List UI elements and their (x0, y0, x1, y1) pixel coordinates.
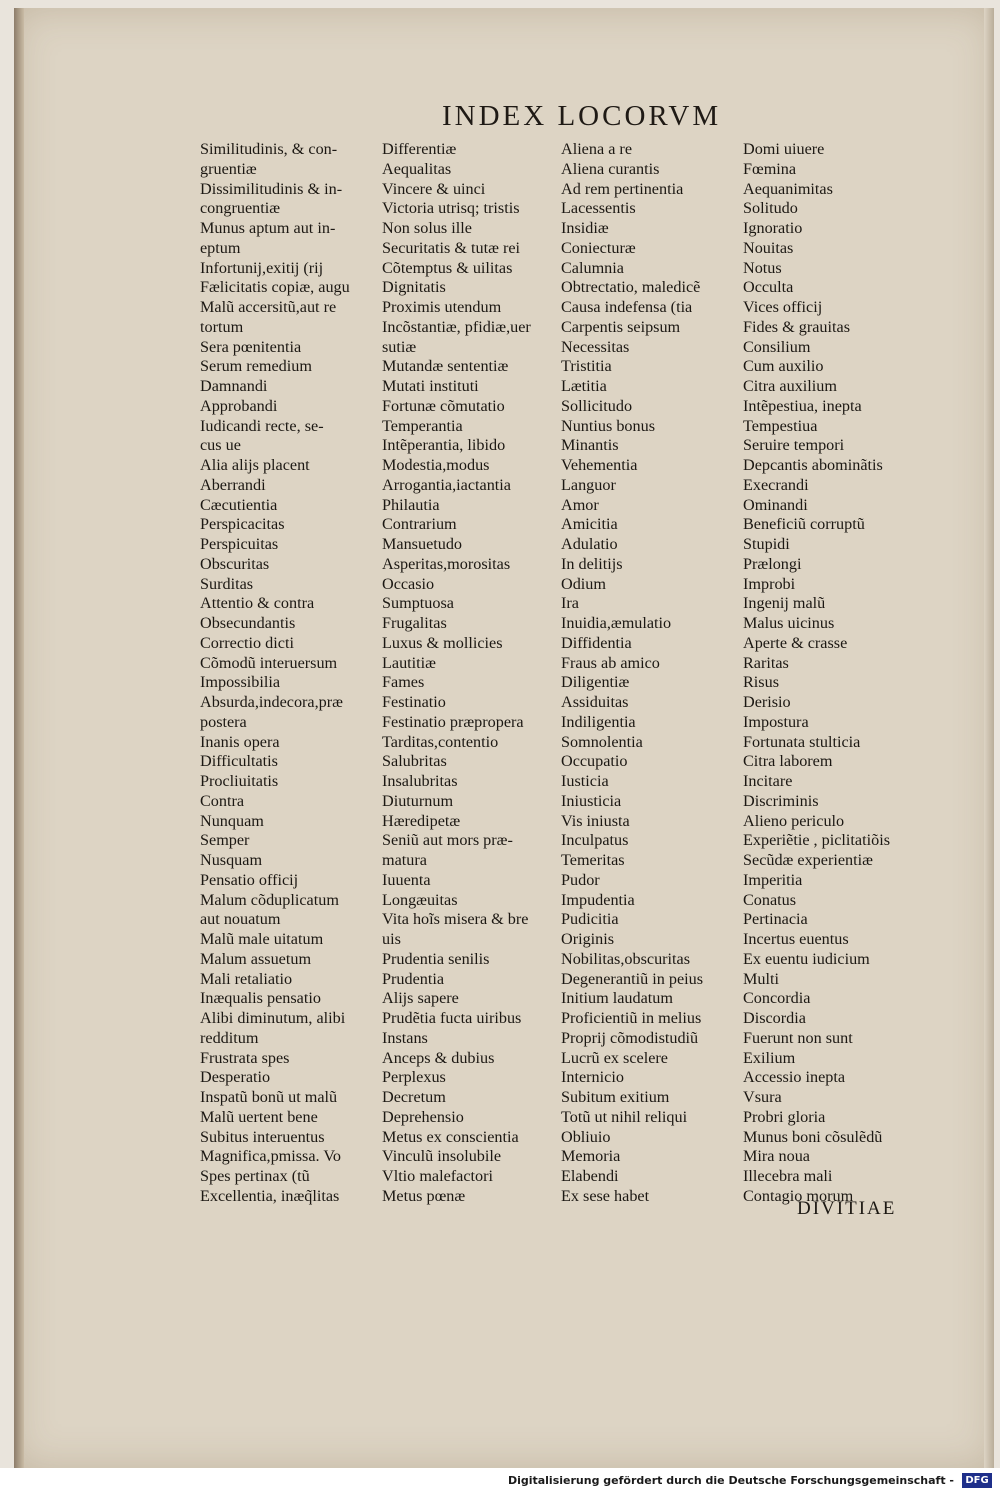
index-entry: tortum (200, 317, 244, 336)
index-entry: Nusquam (200, 851, 263, 869)
index-entry: Contrarium (382, 515, 457, 534)
index-entry: Amor (561, 495, 599, 514)
index-entry: Dissimilitudinis & in- (200, 179, 343, 198)
index-entry: Inanis opera (200, 732, 280, 751)
index-entry: Risus (743, 673, 779, 692)
index-entry: Prudentia senilis (382, 949, 490, 968)
index-entry: Impostura (743, 712, 809, 731)
index-entry: Longæuitas (382, 890, 458, 909)
index-entry: Cõmodũ interuersum (200, 653, 338, 672)
index-entry: Insalubritas (382, 772, 458, 790)
index-entry: Pertinacia (743, 910, 808, 929)
index-entry: Occupatio (561, 752, 628, 771)
index-entry: Inuidia,æmulatio (561, 614, 672, 632)
index-entry: Metus ex conscientia (382, 1127, 519, 1146)
index-entry: Pensatio officij (200, 870, 299, 889)
index-entry: Ominandi (743, 495, 808, 514)
index-entry: Vinculũ insolubile (382, 1147, 502, 1166)
dfg-logo: DFG (962, 1473, 992, 1488)
index-entry: Calumnia (561, 258, 624, 277)
index-entry: Excellentia, inæq̃litas (200, 1186, 340, 1205)
index-entry: uis (382, 930, 401, 948)
index-entry: Coniecturæ (561, 238, 636, 257)
index-entry: Diuturnum (382, 791, 454, 810)
index-entry: Seruire tempori (743, 436, 845, 455)
index-entry: Contra (200, 791, 245, 810)
index-entry: Malus uicinus (743, 614, 835, 632)
index-entry: Dignitatis (382, 278, 446, 297)
index-entry: Alijs sapere (382, 989, 459, 1008)
index-entry: Aberrandi (200, 475, 266, 494)
index-entry: Seniũ aut mors præ- (382, 831, 513, 850)
index-entry: matura (382, 851, 427, 869)
index-entry: Elabendi (561, 1167, 619, 1185)
index-entry: Exilium (743, 1048, 796, 1067)
index-entry: Ex sese habet (561, 1186, 650, 1205)
index-entry: Lucrũ ex scelere (561, 1048, 668, 1067)
index-entry: Damnandi (200, 377, 268, 395)
index-entry: Malũ uertent bene (200, 1107, 318, 1126)
index-entry: Beneficiũ corruptũ (743, 515, 865, 534)
index-entry: Ignoratio (743, 219, 803, 237)
index-entry: Prudẽtia fucta uiribus (382, 1009, 522, 1027)
index-entry: Aequalitas (382, 159, 452, 178)
page-heading: INDEX LOCORVM (442, 100, 722, 132)
index-entry: Consilium (743, 337, 811, 356)
index-entry: Fortunæ cõmutatio (382, 396, 505, 415)
index-entry: Carpentis seipsum (561, 317, 681, 336)
index-entry: Prælongi (743, 554, 802, 573)
index-entry: Securitatis & tutæ rei (382, 238, 521, 257)
index-entry: Perspicacitas (200, 515, 285, 534)
index-entry: Minantis (561, 436, 619, 455)
index-entry: Impudentia (561, 890, 635, 909)
index-entry: Iusticia (561, 772, 609, 790)
index-entry: Ingenij malũ (743, 594, 826, 613)
index-entry: cus ue (200, 436, 241, 455)
index-entry: Hæredipetæ (382, 811, 461, 830)
index-entry: Citra laborem (743, 752, 833, 771)
index-entry: Fuerunt non sunt (743, 1028, 853, 1047)
index-entry: Iniusticia (561, 791, 622, 810)
index-entry: Mali retaliatio (200, 969, 293, 988)
index-entry: Multi (743, 969, 779, 988)
index-entry: Incertus euentus (743, 930, 849, 948)
index-entry: Accessio inepta (743, 1068, 846, 1087)
index-entry: Malum cõduplicatum (200, 890, 339, 909)
index-entry: Malũ male uitatum (200, 930, 324, 948)
index-entry: Desperatio (200, 1068, 271, 1087)
index-entry: Imperitia (743, 870, 803, 889)
index-entry: gruentiæ (200, 159, 257, 178)
index-entry: Perplexus (382, 1068, 446, 1087)
index-entry: Aperte & crasse (743, 633, 848, 652)
index-entry: Malum assuetum (200, 949, 312, 968)
index-entry: Proprij cõmodistudiũ (561, 1028, 699, 1047)
index-entry: Experiẽtie , piclitatiõis (743, 831, 890, 850)
index-entry: Concordia (743, 989, 811, 1008)
index-entry: Mutandæ sententiæ (382, 357, 509, 376)
index-entry: Causa indefensa (tia (561, 298, 693, 316)
index-entry: Amicitia (561, 515, 618, 534)
index-entry: Execrandi (743, 475, 809, 494)
index-entry: Incõstantiæ, pfidiæ,uer (382, 317, 531, 336)
index-entry: Frustrata spes (200, 1048, 290, 1067)
index-entry: Tarditas,contentio (382, 732, 499, 751)
index-entry: Depcantis abominãtis (743, 456, 883, 474)
index-entry: Fraus ab amico (561, 653, 660, 672)
page-fore-edge (984, 8, 994, 1468)
funding-notice: Digitalisierung gefördert durch die Deutsche Forschungsgemeinschaft - (507, 1474, 954, 1487)
index-entry: Festinatio (382, 693, 446, 711)
index-entry: congruentiæ (200, 199, 281, 218)
index-entry: Pudicitia (561, 910, 619, 929)
index-column-1 (200, 140, 378, 1207)
index-entry: Ira (561, 594, 579, 613)
index-entry: Aliena curantis (561, 159, 660, 178)
index-entry: Pudor (561, 870, 600, 889)
index-entry: Occasio (382, 574, 435, 593)
index-entry: Impossibilia (200, 673, 281, 692)
index-entry: Surditas (200, 574, 254, 593)
index-entry: Memoria (561, 1147, 621, 1166)
index-entry: Luxus & mollicies (382, 633, 503, 652)
index-entry: Ad rem pertinentia (561, 179, 684, 198)
index-entry: sutiæ (382, 337, 417, 356)
index-entry: Obtrectatio, maledicẽ (561, 278, 701, 297)
index-entry: Discordia (743, 1009, 806, 1027)
index-entry: Prudentia (382, 969, 445, 988)
index-entry: Absurda,indecora,præ (200, 693, 343, 711)
index-entry: Cõtemptus & uilitas (382, 258, 513, 277)
index-column-2 (382, 140, 560, 1207)
index-entry: Ex euentu iudicium (743, 949, 870, 968)
index-entry: Differentiæ (382, 140, 457, 158)
index-entry: Secũdæ experientiæ (743, 851, 873, 869)
index-entry: Necessitas (561, 337, 630, 356)
index-entry: Attentio & contra (200, 594, 315, 613)
index-entry: Infortunij,exitij (rij (200, 258, 324, 277)
index-entry: Alieno periculo (743, 811, 845, 830)
index-entry: Tempestiua (743, 416, 818, 435)
index-entry: Insidiæ (561, 219, 609, 237)
index-entry: Sollicitudo (561, 396, 633, 415)
index-entry: Non solus ille (382, 219, 472, 237)
index-entry: Totũ ut nihil reliqui (561, 1107, 688, 1126)
index-entry: Improbi (743, 574, 796, 593)
index-entry: Malũ accersitũ,aut re (200, 298, 337, 316)
index-entry: Internicio (561, 1068, 624, 1087)
index-entry: Mutati instituti (382, 377, 479, 395)
index-entry: Intẽperantia, libido (382, 436, 506, 455)
index-entry: Fides & grauitas (743, 317, 851, 336)
index-entry: Anceps & dubius (382, 1048, 495, 1067)
index-entry: Alibi diminutum, alibi (200, 1009, 346, 1027)
index-entry: Munus aptum aut in- (200, 219, 336, 237)
index-entry: aut nouatum (200, 910, 281, 929)
index-entry: Similitudinis, & con- (200, 140, 338, 158)
index-entry: Mansuetudo (382, 535, 463, 553)
index-entry: Notus (743, 258, 782, 277)
index-entry: Alia alijs placent (200, 456, 310, 474)
index-entry: Frugalitas (382, 614, 447, 632)
index-entry: Magnifica,pmissa. Vo (200, 1147, 342, 1166)
index-entry: Serum remedium (200, 357, 312, 376)
index-entry: Adulatio (561, 535, 618, 553)
index-entry: Cum auxilio (743, 357, 824, 376)
index-entry: Asperitas,morositas (382, 554, 511, 573)
index-entry: Salubritas (382, 752, 447, 771)
digitization-footer (0, 1468, 1000, 1495)
index-entry: Mira noua (743, 1147, 810, 1166)
index-entry: Nunquam (200, 811, 264, 830)
index-entry: Festinatio præpropera (382, 712, 524, 731)
index-entry: Proximis utendum (382, 298, 502, 316)
index-entry: Raritas (743, 653, 789, 672)
index-entry: Munus boni cõsulẽdũ (743, 1127, 883, 1146)
index-entry: Vita hoĩs misera & bre (382, 910, 529, 929)
index-entry: Probri gloria (743, 1107, 826, 1126)
index-entry: Languor (561, 475, 616, 494)
index-entry: Iudicandi recte, se- (200, 416, 324, 435)
index-entry: Nouitas (743, 238, 794, 257)
index-entry: Subitum exitium (561, 1088, 670, 1106)
index-entry: In delitijs (561, 554, 623, 573)
index-entry: Philautia (382, 495, 440, 514)
index-entry: Modestia,modus (382, 456, 490, 474)
index-entry: Temperantia (382, 416, 463, 435)
index-entry: Stupidi (743, 535, 790, 553)
index-entry: Odium (561, 574, 606, 593)
index-entry: Citra auxilium (743, 377, 837, 395)
index-entry: Arrogantia,iactantia (382, 475, 511, 494)
index-entry: Vltio malefactori (382, 1167, 494, 1185)
index-entry: Subitus interuentus (200, 1127, 325, 1146)
index-entry: Cæcutientia (200, 495, 278, 514)
index-entry: Decretum (382, 1088, 446, 1106)
index-entry: Tristitia (561, 357, 612, 376)
catchword: DIVITIAE (797, 1198, 897, 1219)
index-entry: Vis iniusta (561, 811, 630, 830)
index-entry: Intẽpestiua, inepta (743, 396, 862, 415)
index-entry: Degenerantiũ in peius (561, 969, 704, 988)
index-entry: Perspicuitas (200, 535, 279, 553)
index-entry: Difficultatis (200, 752, 278, 771)
index-entry: Conatus (743, 890, 797, 909)
index-entry: Derisio (743, 693, 791, 711)
index-entry: Vincere & uinci (382, 179, 486, 198)
index-entry: Obscuritas (200, 554, 270, 573)
index-entry: Nuntius bonus (561, 416, 655, 435)
index-entry: Inculpatus (561, 831, 629, 850)
index-entry: Obsecundantis (200, 614, 296, 632)
index-entry: Sumptuosa (382, 594, 454, 613)
index-column-3 (561, 140, 739, 1207)
index-entry: Obliuio (561, 1127, 611, 1146)
index-entry: Discriminis (743, 791, 819, 810)
index-entry: Aequanimitas (743, 179, 833, 198)
index-entry: Lætitia (561, 377, 607, 395)
index-entry: postera (200, 712, 247, 731)
index-entry: Inæqualis pensatio (200, 989, 321, 1008)
index-entry: Lautitiæ (382, 653, 436, 672)
index-entry: Contagio morum (743, 1186, 854, 1205)
index-entry: Vsura (743, 1088, 782, 1106)
index-entry: Illecebra mali (743, 1167, 833, 1185)
index-entry: Inspatũ bonũ ut malũ (200, 1088, 338, 1106)
index-entry: Initium laudatum (561, 989, 673, 1008)
index-entry: Metus pœnæ (382, 1186, 466, 1205)
index-entry: Semper (200, 831, 250, 850)
index-entry: Instans (382, 1028, 428, 1047)
index-entry: Assiduitas (561, 693, 629, 711)
page-binding-edge (14, 8, 24, 1468)
index-entry: Fortunata stulticia (743, 732, 861, 751)
index-entry: Proficientiũ in melius (561, 1009, 702, 1027)
index-column-4 (743, 140, 933, 1207)
index-entry: Temeritas (561, 851, 625, 869)
index-entry: Lacessentis (561, 199, 636, 218)
index-entry: Fælicitatis copiæ, augu (200, 278, 350, 297)
index-entry: Fames (382, 673, 425, 692)
index-entry: Nobilitas,obscuritas (561, 949, 691, 968)
index-entry: Fœmina (743, 159, 797, 178)
index-entry: Vehementia (561, 456, 638, 474)
index-entry: Vices officij (743, 298, 823, 316)
index-entry: Solitudo (743, 199, 798, 218)
index-entry: eptum (200, 238, 241, 257)
index-entry: Spes pertinax (tũ (200, 1167, 310, 1185)
index-entry: redditum (200, 1028, 259, 1047)
index-entry: Victoria utrisq; tristis (382, 199, 520, 218)
index-entry: Incitare (743, 772, 793, 790)
index-entry: Domi uiuere (743, 140, 825, 158)
index-entry: Somnolentia (561, 732, 643, 751)
index-entry: Deprehensio (382, 1107, 464, 1126)
index-entry: Approbandi (200, 396, 278, 415)
index-entry: Aliena a re (561, 140, 633, 158)
index-entry: Procliuitatis (200, 772, 279, 790)
index-entry: Originis (561, 930, 615, 948)
index-entry: Sera pœnitentia (200, 337, 302, 356)
index-entry: Indiligentia (561, 712, 636, 731)
index-entry: Correctio dicti (200, 633, 294, 652)
index-entry: Occulta (743, 278, 794, 297)
index-entry: Iuuenta (382, 870, 431, 889)
index-entry: Diligentiæ (561, 673, 630, 692)
index-entry: Diffidentia (561, 633, 632, 652)
